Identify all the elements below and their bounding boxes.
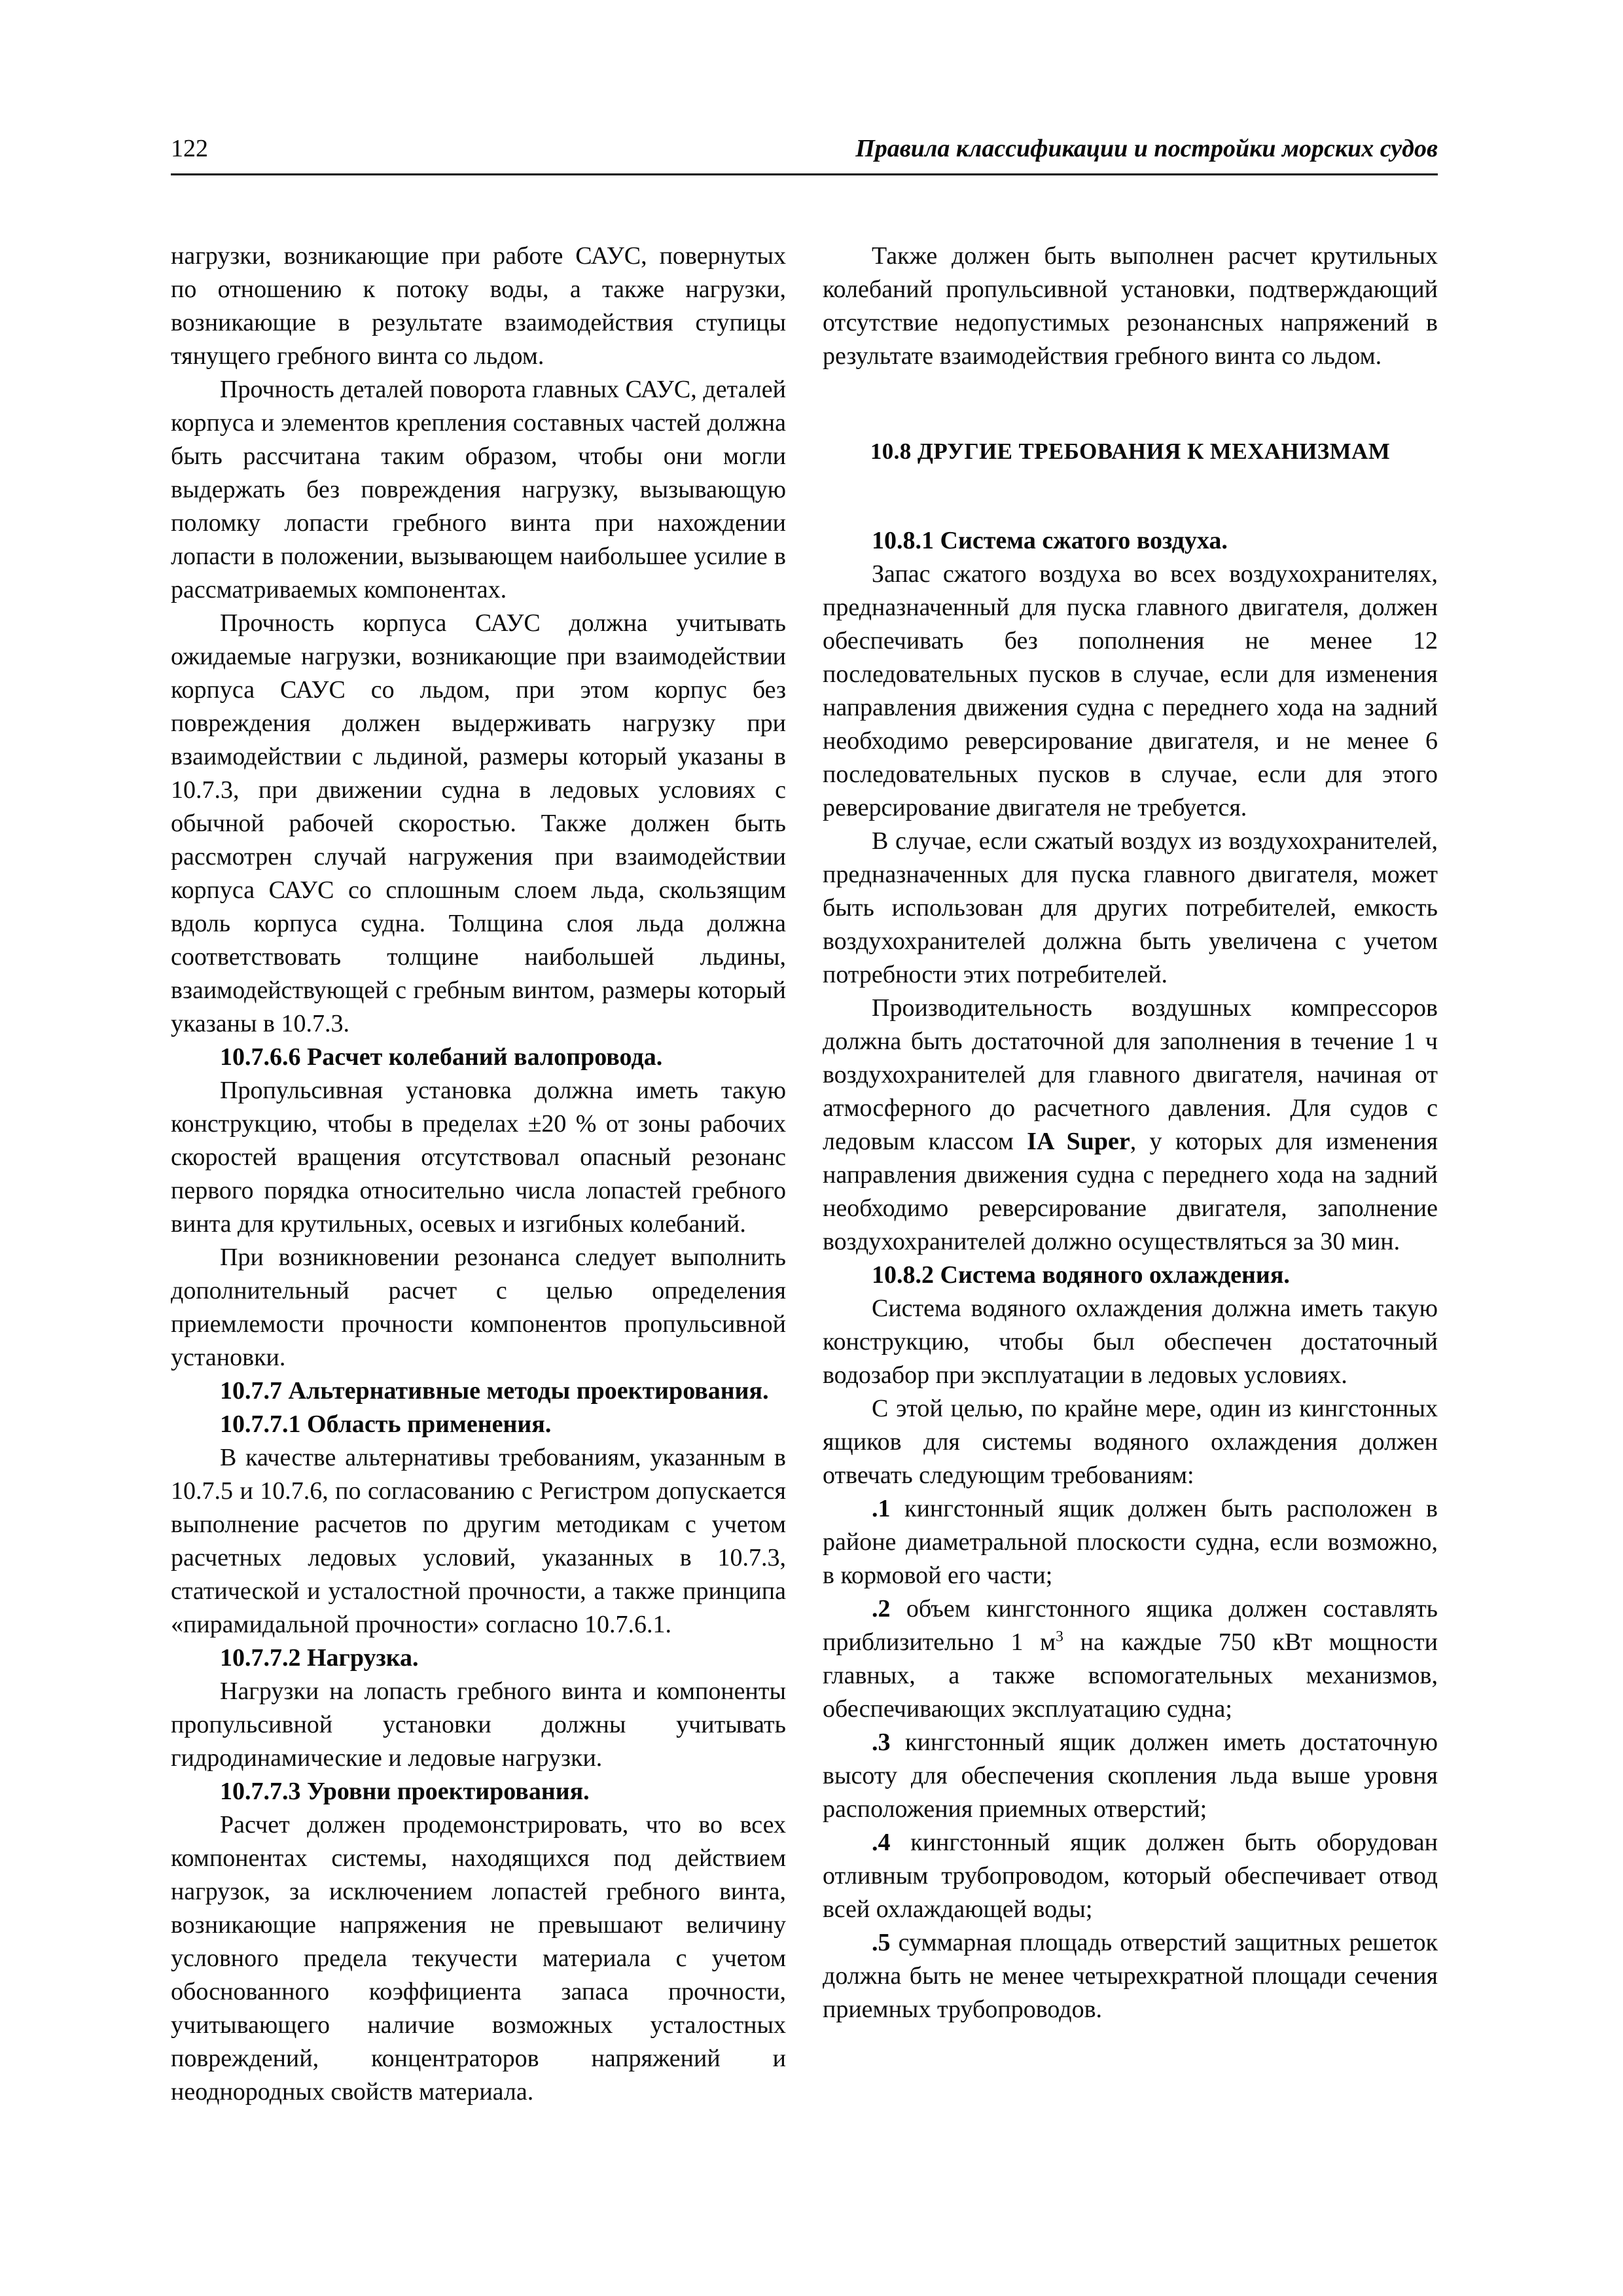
text-run: IA Super xyxy=(1027,1128,1130,1155)
paragraph xyxy=(171,1408,786,1441)
text-run: Пропульсивная установка должна иметь такую конструкцию, чтобы в пределах ±20 % от зоны рабочих скоростей вращения отсутствовал опасный резонанс первого порядка относительно числа лопастей гребного винта для крутильных, осевых и изгибных колебаний. xyxy=(171,1077,786,1238)
paragraph xyxy=(823,825,1438,992)
paragraph xyxy=(823,558,1438,825)
paragraph xyxy=(823,1726,1438,1826)
paragraph xyxy=(171,1441,786,1641)
paragraph xyxy=(171,607,786,1041)
text-run: Нагрузки на лопасть гребного винта и компоненты пропульсивной установки должны учитывать гидродинамические и ледовые нагрузки. xyxy=(171,1677,786,1772)
text-run: Производительность воздушных компрессоров должна быть достаточной для заполнения в течение 1 ч воздухохранителей для главного двигателя, начиная от атмосферного до расчетного давления. Для судов с ледовым классом xyxy=(823,994,1438,1155)
paragraph xyxy=(823,1592,1438,1726)
text-run: Расчет должен продемонстрировать, что во всех компонентах системы, находящихся под действием нагрузок, за исключением лопастей гребного винта, возникающие напряжения не превышают величину условного предела текучести материала с учетом обоснованного коэффициента запаса прочности, учитывающего наличие возможных усталостных повреждений, концентраторов напряжений и неоднородных свойств материала. xyxy=(171,1811,786,2106)
text-run: 10.8.1 Система сжатого воздуха. xyxy=(872,527,1228,554)
paragraph xyxy=(171,1675,786,1775)
paragraph xyxy=(823,524,1438,558)
text-run: 10.8 ДРУГИЕ ТРЕБОВАНИЯ К МЕХАНИЗМАМ xyxy=(870,439,1391,464)
paragraph xyxy=(823,1259,1438,1292)
text-run: В случае, если сжатый воздух из воздухохранителей, предназначенных для пуска главного двигателя, может быть использован для других потребителей, емкость воздухохранителей должна быть увеличена с учетом потребности этих потребителей. xyxy=(823,827,1438,988)
text-run: С этой целью, по крайне мере, один из кингстонных ящиков для системы водяного охлаждения должен отвечать следующим требованиям: xyxy=(823,1395,1438,1489)
page-header xyxy=(171,134,1438,163)
text-run: В качестве альтернативы требованиям, указанным в 10.7.5 и 10.7.6, по согласованию с Регистром допускается выполнение расчетов по другим методикам с учетом расчетных ледовых условий, указанных в 10.7.3, статической и усталостной прочности, а также принципа «пирамидальной прочности» согласно 10.7.6.1. xyxy=(171,1444,786,1638)
text-run: кингстонный ящик должен быть расположен в районе диаметральной плоскости судна, если возможно, в кормовой его части; xyxy=(823,1495,1438,1589)
text-run: Система водяного охлаждения должна иметь такую конструкцию, чтобы был обеспечен достаточный водозабор при эксплуатации в ледовых условиях. xyxy=(823,1295,1438,1389)
paragraph xyxy=(171,1041,786,1074)
page-number: 122 xyxy=(171,135,208,162)
text-run: 10.7.7.2 Нагрузка. xyxy=(220,1644,419,1672)
paragraph xyxy=(823,1492,1438,1592)
paragraph xyxy=(823,1392,1438,1492)
text-run: 10.7.6.6 Расчет колебаний валопровода. xyxy=(220,1043,663,1071)
paragraph xyxy=(171,1808,786,2109)
text-run: При возникновении резонанса следует выполнить дополнительный расчет с целью определения приемлемости прочности компонентов пропульсивной установки. xyxy=(171,1244,786,1371)
text-run: 10.8.2 Система водяного охлаждения. xyxy=(872,1261,1290,1289)
text-run: .5 xyxy=(872,1929,899,1956)
paragraph xyxy=(823,1292,1438,1392)
text-run: Также должен быть выполнен расчет крутильных колебаний пропульсивной установки, подтверждающий отсутствие недопустимых резонансных напряжений в результате взаимодействия гребного винта со льдом. xyxy=(823,242,1438,370)
text-run: Прочность деталей поворота главных САУС, деталей корпуса и элементов крепления составных частей должна быть рассчитана таким образом, чтобы они могли выдержать без повреждения нагрузку, вызывающую поломку лопасти гребного винта при нахождении лопасти в положении, вызывающем наибольшее усилие в рассматриваемых компонентах. xyxy=(171,376,786,603)
paragraph xyxy=(171,1775,786,1808)
header-rule xyxy=(171,173,1438,175)
text-run: кингстонный ящик должен быть оборудован отливным трубопроводом, который обеспечивает отвод всей охлаждающей воды; xyxy=(823,1829,1438,1923)
text-columns xyxy=(171,240,1438,2109)
text-run: Запас сжатого воздуха во всех воздухохранителях, предназначенный для пуска главного двигателя, должен обеспечивать без пополнения не менее 12 последовательных пусков в случае, если для изменения направления движения судна с переднего хода на задний необходимо реверсирование двигателя, и не менее 6 последовательных пусков в случае, если для этого реверсирование двигателя не требуется. xyxy=(823,560,1438,821)
paragraph xyxy=(171,1241,786,1374)
paragraph xyxy=(823,992,1438,1259)
paragraph xyxy=(823,240,1438,373)
paragraph xyxy=(171,1074,786,1241)
paragraph xyxy=(171,240,786,373)
paragraph xyxy=(171,373,786,607)
text-run: суммарная площадь отверстий защитных решеток должна быть не менее четырехкратной площади сечения приемных трубопроводов. xyxy=(823,1929,1438,2023)
superscript-text: 3 xyxy=(1056,1628,1063,1645)
text-run: 10.7.7.3 Уровни проектирования. xyxy=(220,1778,590,1805)
text-run: , у которых для изменения направления движения судна с переднего хода на задний необходимо реверсирование двигателя, заполнение воздухохранителей должно осуществляться за 30 мин. xyxy=(823,1128,1438,1255)
paragraph xyxy=(823,1826,1438,1926)
left-column xyxy=(171,240,786,2109)
right-column xyxy=(823,240,1438,2109)
text-run: .4 xyxy=(872,1829,911,1856)
section-heading xyxy=(823,435,1438,468)
text-run: нагрузки, возникающие при работе САУС, повернутых по отношению к потоку воды, а также нагрузки, возникающие в результате взаимодействия ступицы тянущего гребного винта со льдом. xyxy=(171,242,786,370)
text-run: на каждые 750 кВт мощности главных, а также вспомогательных механизмов, обеспечивающих эксплуатацию судна; xyxy=(823,1628,1438,1723)
text-run: 10.7.7.1 Область применения. xyxy=(220,1410,552,1438)
paragraph xyxy=(171,1641,786,1675)
text-run: .2 xyxy=(872,1595,906,1623)
text-run: .1 xyxy=(872,1495,905,1522)
text-run: объем кингстонного ящика должен составлять приблизительно 1 м xyxy=(823,1595,1438,1656)
text-run: 10.7.7 Альтернативные методы проектирования. xyxy=(220,1377,769,1405)
running-title: Правила классификации и постройки морских судов xyxy=(855,135,1438,162)
paragraph xyxy=(171,1374,786,1408)
paragraph xyxy=(823,1926,1438,2026)
text-run: .3 xyxy=(872,1729,906,1756)
text-run: кингстонный ящик должен иметь достаточную высоту для обеспечения скопления льда выше уровня расположения приемных отверстий; xyxy=(823,1729,1438,1823)
text-run: Прочность корпуса САУС должна учитывать ожидаемые нагрузки, возникающие при взаимодействии корпуса САУС со льдом, при этом корпус без повреждения должен выдерживать нагрузку при взаимодействии с льдиной, размеры который указаны в 10.7.3, при движении судна в ледовых условиях с обычной рабочей скоростью. Также должен быть рассмотрен случай нагружения при взаимодействии корпуса САУС со сплошным слоем льда, скользящим вдоль корпуса судна. Толщина слоя льда должна соответствовать толщине наибольшей льдины, взаимодействующей с гребным винтом, размеры который указаны в 10.7.3. xyxy=(171,609,786,1037)
